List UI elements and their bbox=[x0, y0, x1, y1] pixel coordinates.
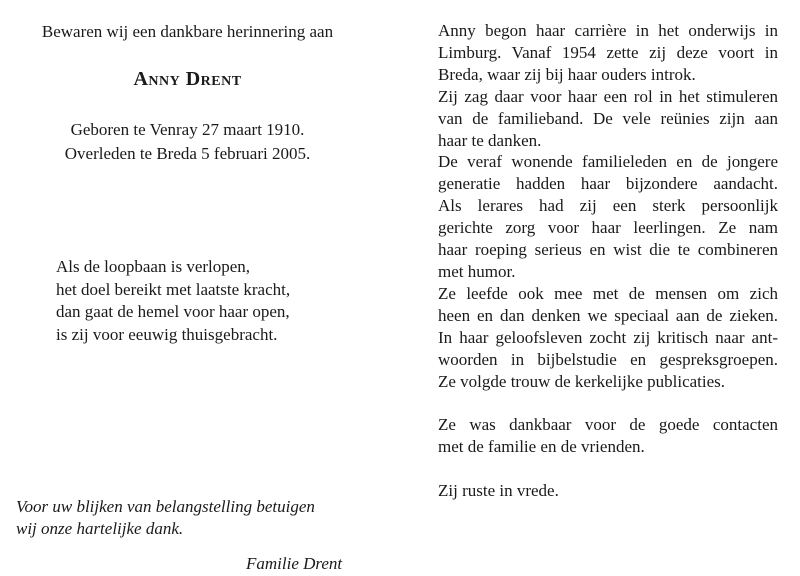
thanks-line: wij onze hartelijke dank. bbox=[16, 519, 184, 538]
closing-line: Zij ruste in vrede. bbox=[438, 481, 559, 500]
thanks-note bbox=[16, 496, 315, 540]
poem-line: is zij voor eeuwig thuisgebracht. bbox=[56, 324, 278, 344]
biography-line: Ze leefde ook mee met de mensen om zich bbox=[438, 283, 778, 303]
poem-line: dan gaat de hemel voor haar open, bbox=[56, 302, 290, 321]
biography-line: heen en dan denken we speciaal aan de zieken. bbox=[438, 305, 778, 325]
biography-line: De veraf wonende familieleden en de jongere bbox=[438, 152, 778, 172]
intro-text: Bewaren wij een dankbare herinnering aan bbox=[41, 22, 334, 41]
birth-line: Geboren te Venray 27 maart 1910. bbox=[70, 120, 305, 139]
paragraph-gap bbox=[438, 392, 778, 414]
deceased-name: Anny Drent bbox=[133, 68, 242, 90]
death-line: Overleden te Breda 5 februari 2005. bbox=[64, 144, 311, 163]
biography-line: haar te danken. bbox=[438, 130, 542, 150]
biography-line: Ze was dankbaar voor de goede contacten bbox=[438, 415, 778, 435]
biography-line: haar roeping serieus en wist die te combineren bbox=[438, 240, 778, 260]
biography-line: Limburg. Vanaf 1954 zette zij deze voort in bbox=[438, 42, 778, 62]
poem-line: Als de loopbaan is verlopen, bbox=[56, 257, 251, 276]
biography-line: In haar geloofsleven zocht zij kritisch naar ant- bbox=[438, 327, 778, 347]
biography-line: Zij zag daar voor haar een rol in het stimuleren bbox=[438, 86, 778, 106]
biography-line: gerichte zorg voor haar leerlingen. Ze nam bbox=[438, 218, 778, 238]
biography-line: generatie hadden haar bijzondere aandacht. bbox=[438, 174, 778, 194]
biography-line: Breda, waar zij bij haar ouders introk. bbox=[438, 64, 696, 84]
poem bbox=[56, 256, 290, 346]
thanks-line: Voor uw blijken van belangstelling betuigen bbox=[16, 497, 315, 516]
paragraph-gap bbox=[438, 458, 778, 480]
biography bbox=[438, 20, 778, 502]
biography-line: Als lerares had zij een sterk persoonlijk bbox=[438, 196, 778, 216]
family-signature: Familie Drent bbox=[246, 554, 343, 573]
poem-line: het doel bereikt met laatste kracht, bbox=[56, 279, 291, 299]
biography-line: Ze volgde trouw de kerkelijke publicaties. bbox=[438, 371, 726, 391]
biography-line: woorden in bijbelstudie en gespreksgroepen. bbox=[438, 349, 778, 369]
biography-line: Anny begon haar carrière in het onderwijs in bbox=[438, 21, 778, 40]
biography-line: met de familie en de vrienden. bbox=[438, 437, 645, 457]
biography-line: met humor. bbox=[438, 261, 516, 281]
biography-line: van de familieband. De vele reünies zijn aan bbox=[438, 108, 778, 128]
